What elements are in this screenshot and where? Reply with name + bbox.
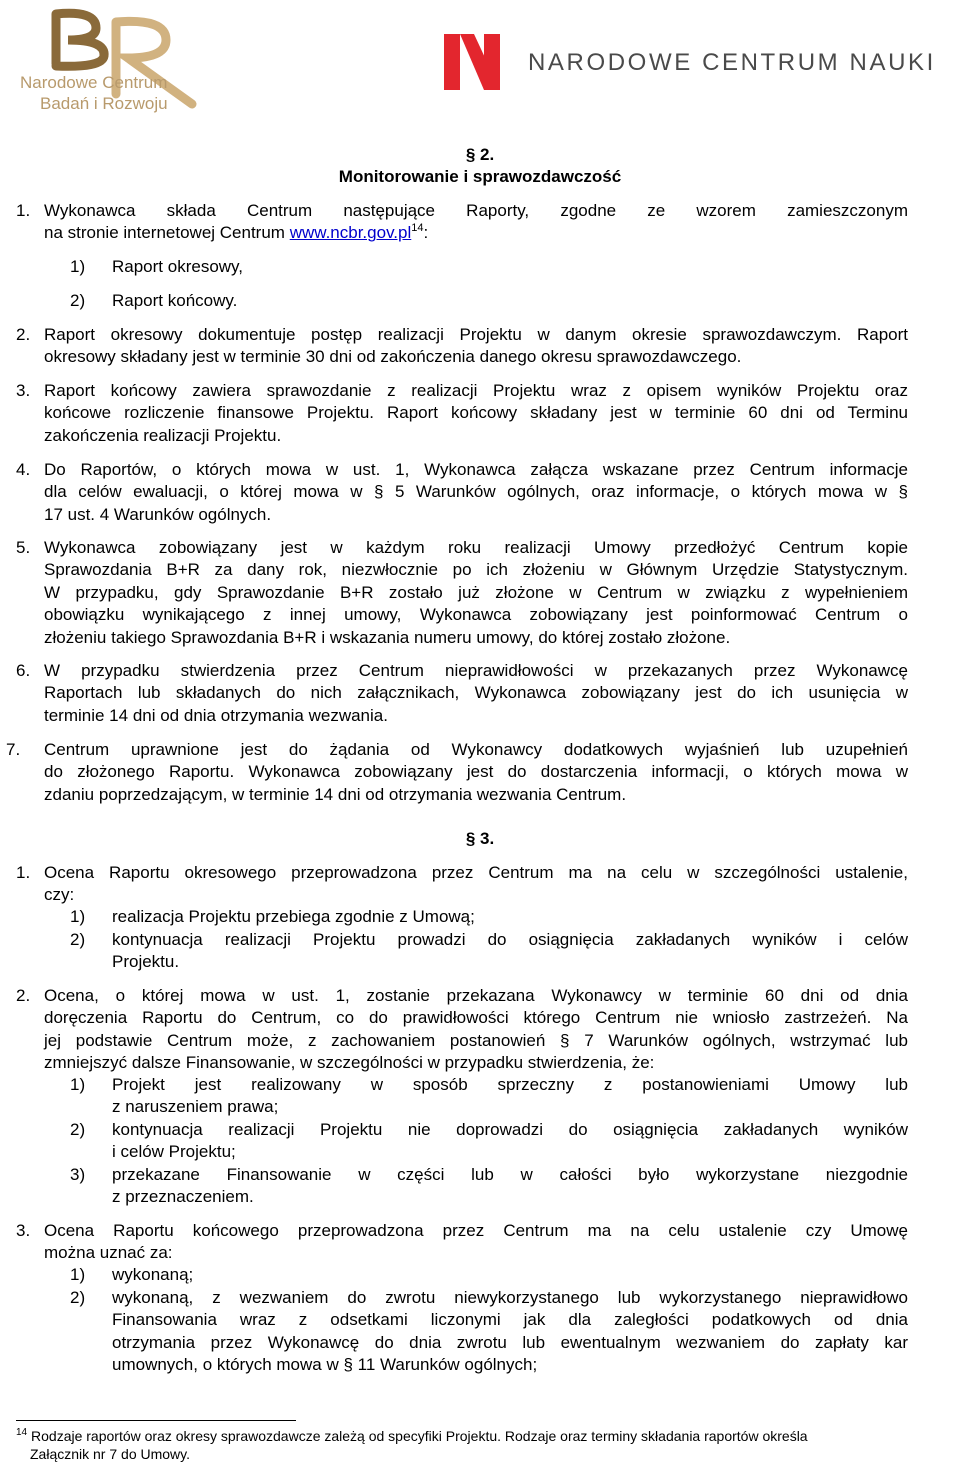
s3-p1-item1-line1: realizacja Projektu przebiega zgodnie z Umową; (112, 907, 475, 926)
ncbr-website-link[interactable]: www.ncbr.gov.pl (289, 223, 412, 243)
s2-p1-item1-text: Raport okresowy, (112, 257, 244, 276)
s3-p2-item2-line1: kontynuacja realizacji Projektu nie doprowadzi do osiągnięcia zakładanych wyników (112, 1120, 908, 1139)
footnote-14 (16, 1427, 916, 1463)
s2-p1-text (44, 200, 908, 245)
s3-p2-line4: zmniejszyć dalsze Finansowanie, w szczególności w przypadku stwierdzenia, że: (44, 1053, 655, 1073)
s2-p1-item2-text: Raport końcowy. (112, 291, 238, 310)
s2-p5-line1: Wykonawca zobowiązany jest w każdym roku realizacji Umowy przedłożyć Centrum kopie (44, 538, 908, 557)
s3-p3-item2-line1: wykonaną, z wezwaniem do zwrotu niewykorzystanego lub wykorzystanego nieprawidłowo (112, 1288, 908, 1307)
page-header (0, 0, 960, 130)
s3-p3-item2-line3: otrzymania przez Wykonawcę do dnia zwrotu lub ewentualnym wezwaniem do zapłaty kar (112, 1332, 908, 1352)
ncbr-logo-line2: Badań i Rozwoju (40, 94, 168, 113)
s3-p3-item2-text (112, 1287, 908, 1377)
s2-p4-text (44, 459, 908, 526)
s3-p2-item2-line2: i celów Projektu; (112, 1142, 236, 1162)
s3-p3-item1-number: 1) (70, 1265, 86, 1284)
s3-p1-number: 1. (16, 863, 31, 882)
s2-p6-line3: terminie 14 dni od dnia otrzymania wezwania. (44, 705, 388, 725)
s2-p5-line2: Sprawozdania B+R za dany rok, niezwłocznie po ich złożeniu w Głównym Urzędzie Statystycznym. (44, 560, 908, 580)
s2-p4-line1: Do Raportów, o których mowa w ust. 1, Wykonawca załącza wskazane przez Centrum informacje (44, 460, 908, 479)
s2-p3-line2: końcowe rozliczenie finansowe Projektu. Raport końcowy składany jest w terminie 60 dni od Terminu (44, 403, 908, 423)
s2-p5-line4: obowiązku wynikającego z innej umowy, Wykonawca zobowiązany jest poinformować Centrum o (44, 605, 908, 625)
ncbr-logo-line1: Narodowe Centrum (20, 73, 168, 92)
s3-p1-item1-text (112, 906, 908, 928)
footnote-line2: Załącznik nr 7 do Umowy. (30, 1446, 191, 1462)
s3-p2-number: 2. (16, 986, 31, 1005)
s2-p1-line2 (44, 222, 908, 244)
s3-p3-line2: można uznać za: (44, 1243, 173, 1263)
s2-p2-line1: Raport okresowy dokumentuje postęp realizacji Projektu w danym okresie sprawozdawczym. Raport (44, 325, 908, 344)
s2-p3-line1: Raport końcowy zawiera sprawozdanie z realizacji Projektu wraz z opisem wyników Projektu oraz (44, 381, 908, 400)
ncn-logo-icon (444, 34, 506, 90)
s3-p2-item2-text (112, 1119, 908, 1164)
section-2-title: Monitorowanie i sprawozdawczość (338, 167, 622, 186)
s3-p3-number: 3. (16, 1221, 31, 1240)
s2-p5-number: 5. (16, 538, 31, 557)
s2-p7-line2: do złożonego Raportu. Wykonawca zobowiązany jest do dostarczenia informacji, o których mowa w (44, 762, 908, 782)
s2-p7-line3: zdaniu poprzedzającym, w terminie 14 dni od otrzymania wezwania Centrum. (44, 784, 627, 804)
s2-p6-line2: Raportach lub składanych do nich załącznikach, Wykonawca zobowiązany jest do ich usunięcia w (44, 683, 908, 703)
s2-p2-number: 2. (16, 325, 31, 344)
s2-p6-line1: W przypadku stwierdzenia przez Centrum nieprawidłowości w przekazanych przez Wykonawcę (44, 661, 908, 680)
section-3-number: § 3. (465, 829, 495, 848)
s2-p1-item1-number: 1) (70, 257, 86, 276)
s3-p2-item3-line2: z przeznaczeniem. (112, 1187, 254, 1207)
s2-p1-item2-number: 2) (70, 291, 86, 310)
s3-p2-line2: doręczenia Raportu do Centrum, co do prawidłowości którego Centrum nie wniosło zastrzeżeń. Na (44, 1008, 908, 1028)
s3-p3-item1-line1: wykonaną; (112, 1265, 194, 1284)
s2-p5-line3: W przypadku, gdy Sprawozdanie B+R zostało już złożone w Centrum w związku z wypełnieniem (44, 582, 908, 602)
footnote-ref-14[interactable]: 14 (411, 222, 424, 235)
s3-p2-item1-line2: z naruszeniem prawa; (112, 1097, 279, 1117)
s3-p3-line1: Ocena Raportu końcowego przeprowadzona przez Centrum ma na celu ustalenie czy Umowę (44, 1221, 908, 1240)
s2-p4-line3: 17 ust. 4 Warunków ogólnych. (44, 504, 272, 524)
s3-p3-item2-line2: Finansowania wraz z odsetkami liczonymi jak dla zaległości podatkowych od dnia (112, 1310, 908, 1330)
footnote-separator (16, 1420, 296, 1421)
s2-p1-line1: Wykonawca składa Centrum następujące Raporty, zgodne ze wzorem zamieszczonym (44, 201, 908, 220)
s3-p3-item1-text (112, 1264, 908, 1286)
footnote-line1: Rodzaje raportów oraz okresy sprawozdawcze zależą od specyfiki Projektu. Rodzaje oraz terminy składania raportów określa (31, 1428, 808, 1444)
s2-p2-line2: okresowy składany jest w terminie 30 dni od zakończenia danego okresu sprawozdawczego. (44, 347, 742, 367)
s3-p3-item2-number: 2) (70, 1288, 86, 1307)
footnote-number: 14 (16, 1427, 28, 1438)
s2-p1-text-c: : (423, 223, 429, 243)
s2-p7-text (44, 739, 908, 806)
ncbr-logo-text (20, 72, 168, 114)
s3-p2-item2-number: 2) (70, 1120, 86, 1139)
s2-p3-line3: zakończenia realizacji Projektu. (44, 425, 282, 445)
s3-p1-item2-text (112, 929, 908, 974)
s2-p7-number: 7. (6, 740, 21, 759)
s3-p2-item3-line1: przekazane Finansowanie w części lub w całości było wykorzystane niezgodnie (112, 1165, 908, 1184)
s2-p6-number: 6. (16, 661, 31, 680)
s3-p2-item1-text (112, 1074, 908, 1119)
s3-p2-line1: Ocena, o której mowa w ust. 1, zostanie przekazana Wykonawcy w terminie 60 dni od dnia (44, 986, 908, 1005)
s3-p1-item2-number: 2) (70, 930, 86, 949)
s3-p2-line3: jej podstawie Centrum może, z zachowaniem postanowień § 7 Warunków ogólnych, wstrzymać lub (44, 1030, 908, 1050)
s2-p3-text (44, 380, 908, 447)
s3-p2-item3-number: 3) (70, 1165, 86, 1184)
s3-p1-line2: czy: (44, 885, 75, 905)
s3-p2-item1-number: 1) (70, 1075, 86, 1094)
s2-p7-line1: Centrum uprawnione jest do żądania od Wykonawcy dodatkowych wyjaśnień lub uzupełnień (44, 740, 908, 759)
s3-p2-item1-line1: Projekt jest realizowany w sposób sprzeczny z postanowieniami Umowy lub (112, 1075, 908, 1094)
s2-p3-number: 3. (16, 381, 31, 400)
s2-p5-line5: złożeniu takiego Sprawozdania B+R i wskazania numeru umowy, do której zostało złożone. (44, 627, 731, 647)
s3-p1-item1-number: 1) (70, 907, 86, 926)
s3-p2-item3-text (112, 1164, 908, 1209)
s3-p1-line1: Ocena Raportu okresowego przeprowadzona przez Centrum ma na celu w szczególności ustalenie, (44, 863, 908, 882)
s3-p1-item2-line1: kontynuacja realizacji Projektu prowadzi do osiągnięcia zakładanych wyników i celów (112, 930, 908, 949)
s3-p3-item2-line4: umownych, o których mowa w § 11 Warunków ogólnych; (112, 1355, 538, 1375)
s3-p3-text (44, 1220, 908, 1265)
s2-p4-number: 4. (16, 460, 31, 479)
section-2-number: § 2. (465, 145, 495, 164)
s2-p6-text (44, 660, 908, 727)
s2-p1-number: 1. (16, 201, 31, 220)
s2-p1-text-b: na stronie internetowej Centrum (44, 223, 290, 243)
s3-p1-text (44, 862, 908, 907)
s2-p5-text (44, 537, 908, 649)
footnote-line1-wrap (16, 1428, 808, 1444)
s2-p4-line2: dla celów ewaluacji, o której mowa w § 5 Warunków ogólnych, oraz informacje, o których mowa w § (44, 482, 908, 502)
s3-p1-item2-line2: Projektu. (112, 952, 180, 972)
ncn-logo-text: NARODOWE CENTRUM NAUKI (528, 49, 936, 76)
s2-p2-text (44, 324, 908, 369)
s3-p2-text (44, 985, 908, 1075)
